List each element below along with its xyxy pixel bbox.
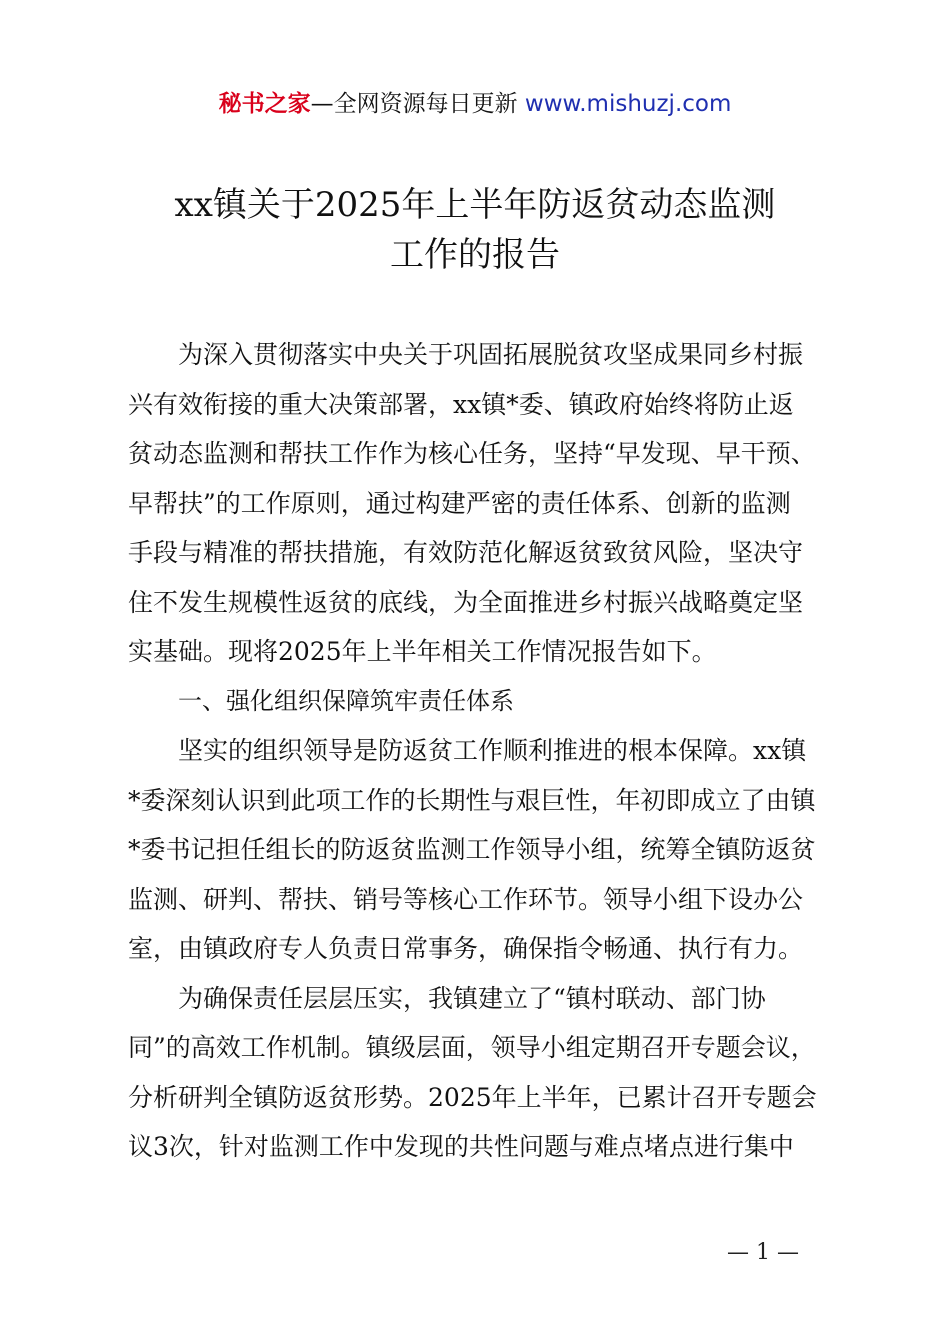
body-paragraph-1 [128,726,840,974]
text-line: 实基础。现将2025年上半年相关工作情况报告如下。 [128,637,717,666]
document-title [0,180,950,280]
text-line: 坚实的组织领导是防返贫工作顺利推进的根本保障。xx镇 [128,736,807,765]
text-line: 监测、研判、帮扶、销号等核心工作环节。领导小组下设办公 [128,884,804,914]
text-line: *委深刻认识到此项工作的长期性与艰巨性，年初即成立了由镇 [128,785,816,815]
page-number: — 1 — [727,1240,799,1265]
section-heading-1: 一、强化组织保障筑牢责任体系 [178,686,514,715]
text-line: 住不发生规模性返贫的底线，为全面推进乡村振兴战略奠定坚 [128,587,804,617]
body-paragraph-2 [128,974,840,1172]
text-line: 早帮扶”的工作原则，通过构建严密的责任体系、创新的监测 [128,488,791,518]
text-line: 为深入贯彻落实中央关于巩固拓展脱贫攻坚成果同乡村振 [128,340,804,369]
site-url: www.mishuzj.com [517,91,732,117]
text-line: 兴有效衔接的重大决策部署，xx镇*委、镇政府始终将防止返 [128,389,794,419]
document-body [128,330,840,1172]
text-line: 议3次，针对监测工作中发现的共性问题与难点堵点进行集中 [128,1132,794,1161]
text-line: 室，由镇政府专人负责日常事务，确保指令畅通、执行有力。 [128,934,804,963]
header-slogan: —全网资源每日更新 [310,91,518,117]
text-line: 分析研判全镇防返贫形势。2025年上半年，已累计召开专题会 [128,1082,817,1112]
brand-name: 秘书之家 [218,91,311,117]
site-header [0,86,950,122]
title-line-1: xx镇关于2025年上半年防返贫动态监测 [174,185,776,225]
text-line: 同”的高效工作机制。镇级层面，领导小组定期召开专题会议， [128,1033,816,1062]
intro-paragraph [128,330,840,677]
title-line-2: 工作的报告 [390,235,560,275]
text-line: 为确保责任层层压实，我镇建立了“镇村联动、部门协 [128,983,766,1013]
text-line: *委书记担任组长的防返贫监测工作领导小组，统筹全镇防返贫 [128,835,816,864]
text-line: 手段与精准的帮扶措施，有效防范化解返贫致贫风险，坚决守 [128,538,804,567]
text-line: 贫动态监测和帮扶工作作为核心任务，坚持“早发现、早干预、 [128,439,816,468]
